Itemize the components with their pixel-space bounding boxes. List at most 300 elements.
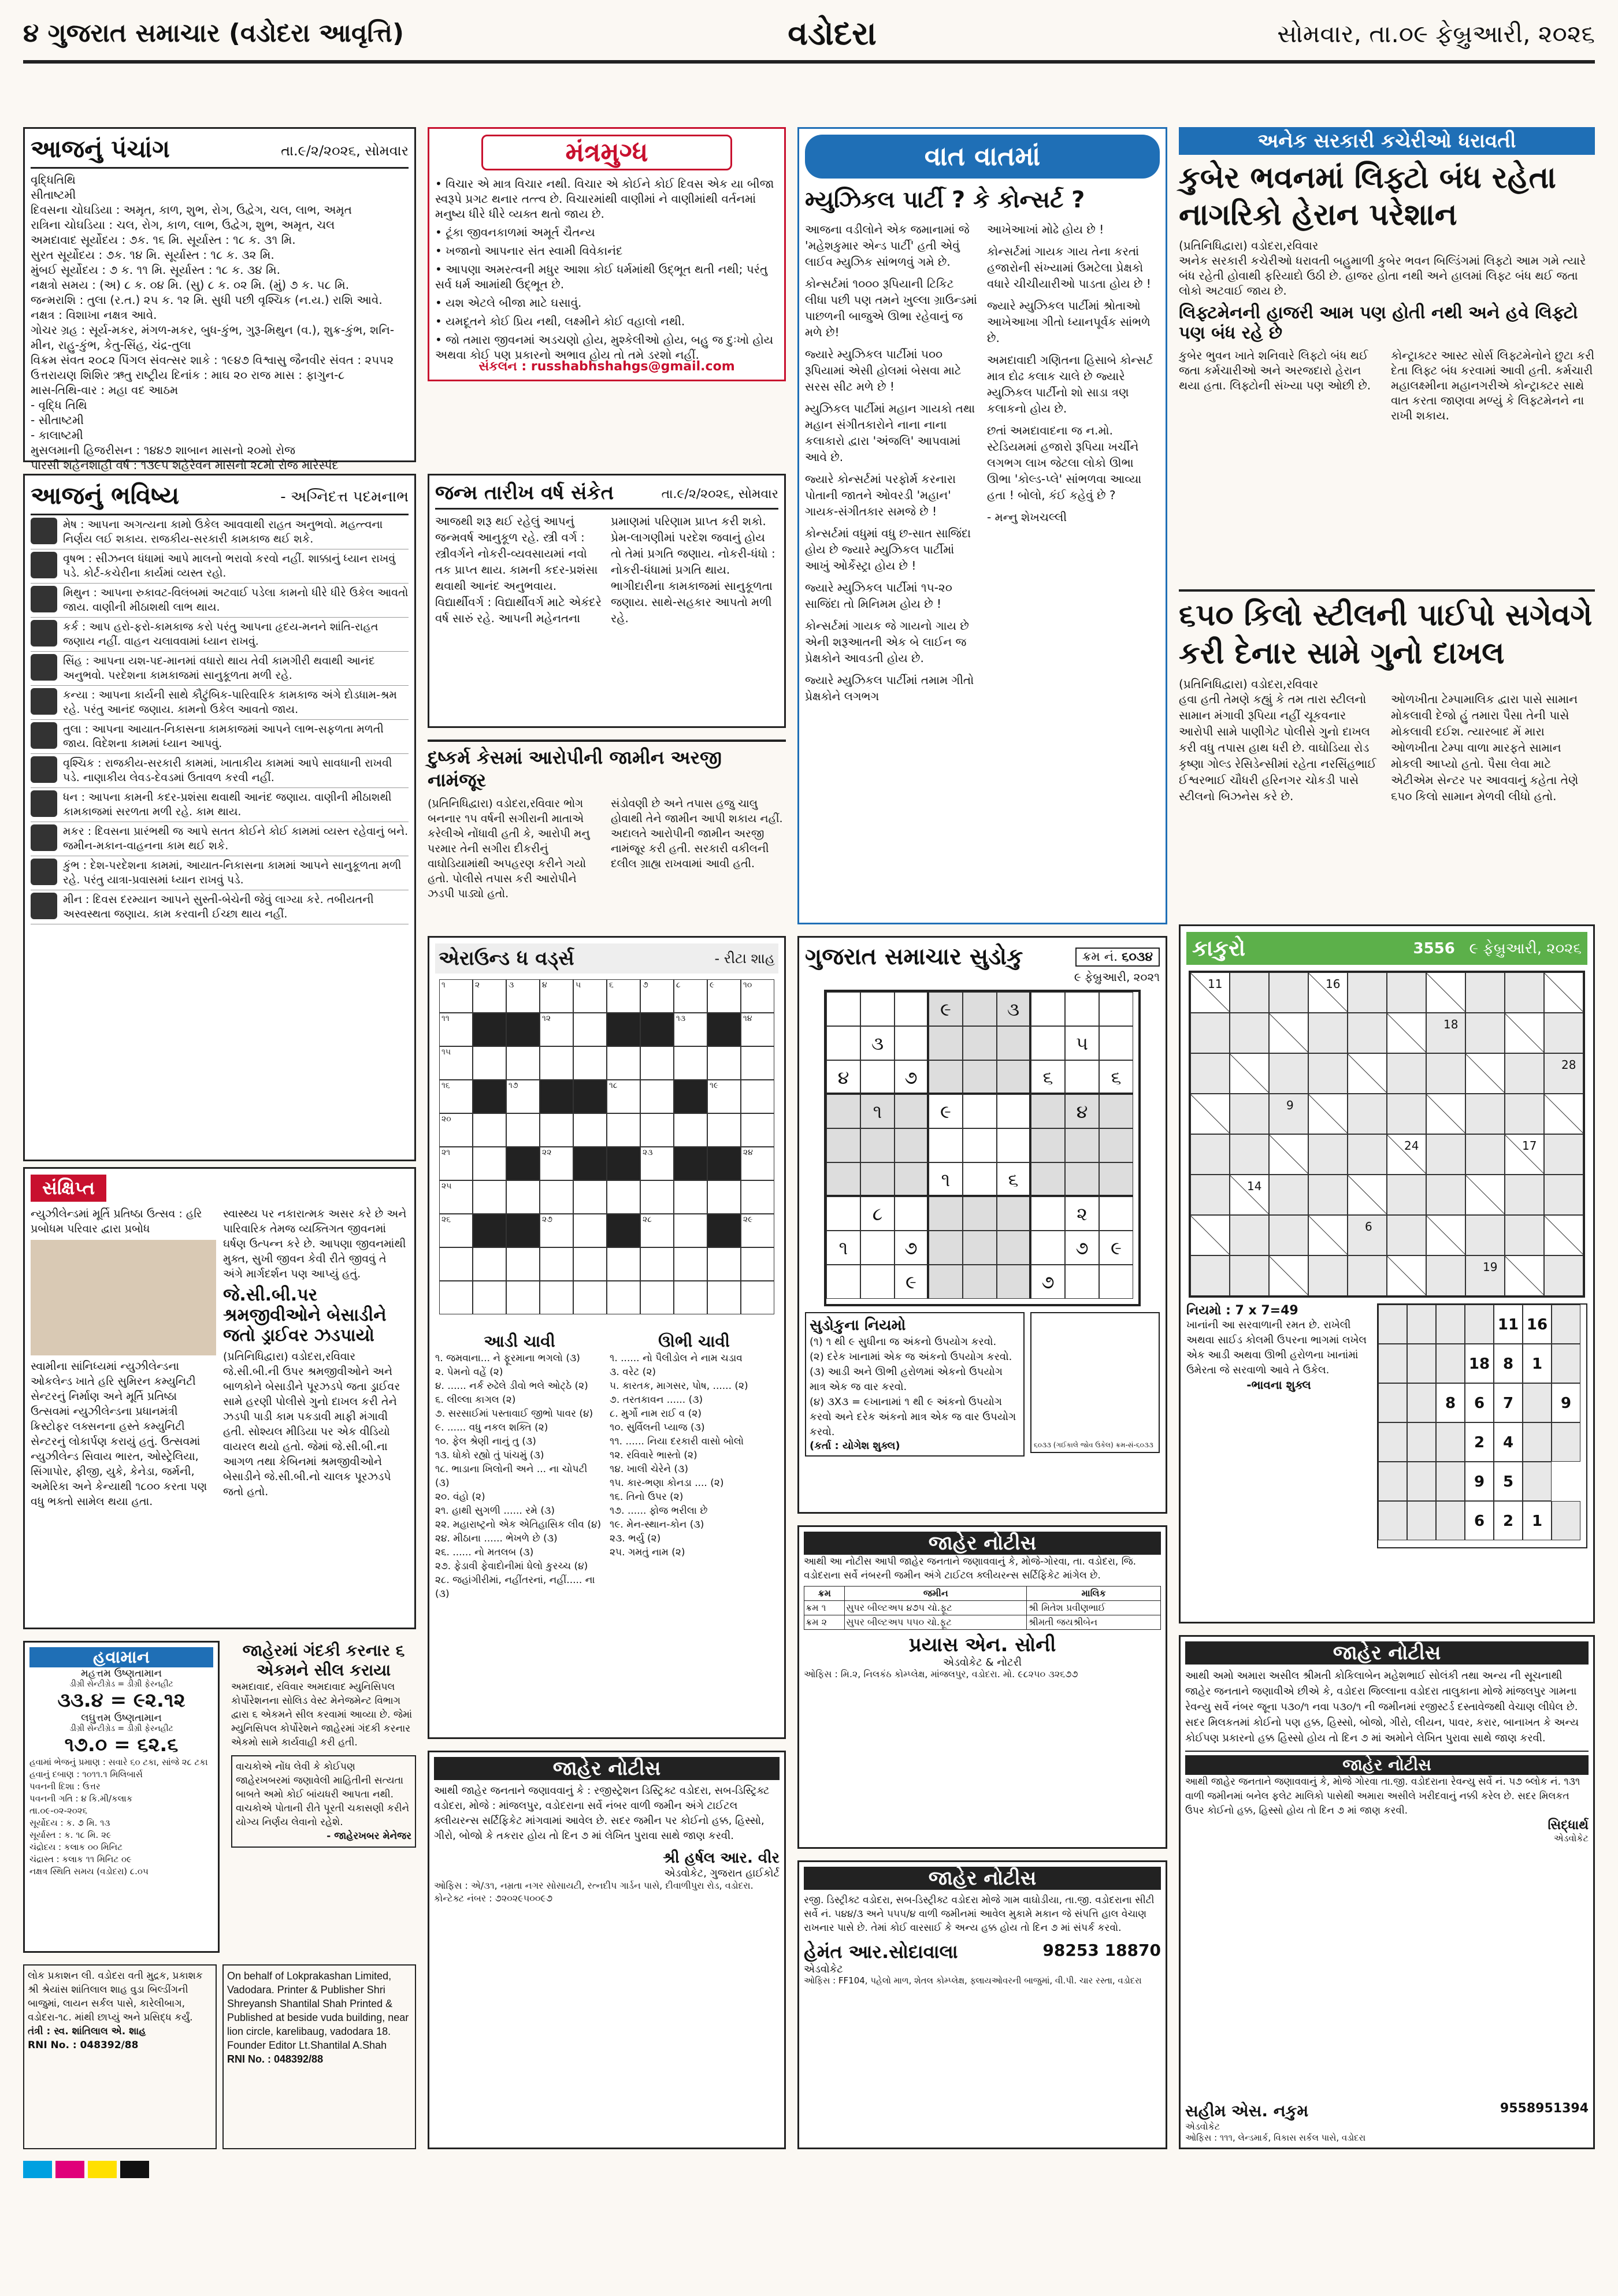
- kakuro-cell: [1465, 1175, 1505, 1215]
- sudoku-cell: [826, 1026, 860, 1060]
- sudoku-cell: [1031, 1162, 1065, 1197]
- steel-col1: હવા હતી તેમણે કહ્યું કે તમ તારા સ્ટીલનો સામાન મંગાવી રૂપિયા નહીં ચૂકવનાર આરોપી સામે પાણીગેટ પોલીસે ગુનો દાખલ કરી વધુ તપાસ હાથ ધરી છે. વાઘોડિયા રોડ કૃષ્ણા ગોલ્ડ રેસિડેન્સીમાં રહેતા નરસિંહભાઈ ઈશ્વરભાઈ ચૌધરી હરિનગર ચોકડી પાસે સ્ટીલનો બિઝનેસ કરે છે.: [1179, 692, 1376, 803]
- sudoku-rule: (૪) ૩X૩ = ૯ખાનામાં ૧ થી ૯ અંકનો ઉપયોગ કરવો અને દરેક અંકનો માત્ર એક જ વાર ઉપયોગ કરવો.: [810, 1396, 1016, 1438]
- panchang-date: તા.૯/૨/૨૦૨૬, સોમવાર: [281, 143, 409, 159]
- kakuro-diagonal: [1269, 1013, 1309, 1053]
- kakuro-solution-cell: [1552, 1422, 1580, 1462]
- crossword-cell: [707, 1214, 741, 1247]
- around-words-box: [428, 936, 786, 1739]
- steel-col2: ઓળખીતા ટેમ્પામાલિક દ્વારા પાસે સામાન મોકલાવી દેજો હું તમારા પૈસા તેની પાસે મોકલાવી દઈશ. ત્યારબાદ મેં મારા ઓળખીતા ટેમ્પા વાળા મારફતે સામાન મોકલી આપ્યો હતો. પૈસા લેવા માટે એટીએમ સેન્ટર પર આવવાનું કહેતા તેણે ૬૫૦ કિલો સામાન મેળવી લીધો હતો.: [1391, 692, 1579, 803]
- crossword-cell: [741, 1214, 774, 1247]
- horoscope-text: મિથુન : આપના રુકાવટ-વિલંબમાં અટવાઈ પડેલા કામનો ધીરે ધીરે ઉકેલ આવતો જાય. વાણીની મીઠાશથી લાભ થાય.: [63, 586, 409, 614]
- panchang-line: મુંબઈ સૂર્યોદય : ૭ ક. ૧૧ મિ. સૂર્યાસ્ત : ૧૮ ક. ૩૪ મિ.: [31, 263, 280, 277]
- notice2-intro: આથી આ નોટીસ આપી જાહેર જનતાને જણાવવાનું કે, મોજે-ગોરવા, તા. વડોદરા, જિ. વડોદરાના સર્વે નંબરની જમીન અંગે ટાઈટલ ક્લીયરન્સ સર્ટિફિકેટ માંગેલ છે.: [804, 1556, 1137, 1581]
- aries-icon: [31, 518, 57, 544]
- kakuro-clue: 14: [1247, 1179, 1262, 1193]
- across-clue: ૬. લીલ્લા કાગલ (૨): [435, 1394, 516, 1406]
- kakuro-cell: [1426, 1134, 1465, 1175]
- horoscope-text: વૃષભ : સીઝનલ ધંધામાં આપે માલનો ભરાવો કરવો નહીં. શાક્કાનું ધ્યાન રાખવું પડે. કોર્ટ-કચેરીના કાર્યમાં વ્યસ્ત રહો.: [63, 552, 396, 579]
- kakuro-solution-cell: [1378, 1422, 1407, 1462]
- kakuro-solution: [1377, 1303, 1587, 1548]
- birthday-date: તા.૯/૨/૨૦૨૬, સોમવાર: [661, 487, 778, 501]
- kuber-body1: અનેક સરકારી કચેરીઓ ધરાવતી બહુમાળી કુબેર ભવન બિલ્ડિંગમાં લિફ્ટો આમ ગમે ત્યારે બંધ રહેતી હોવાથી ફરિયાદો ઉઠી છે. હાજર હોતા નથી અને હાલમાં લિફ્ટ બંધ થઈ જતા લોકો અટવાઈ જાય છે.: [1179, 254, 1586, 298]
- capricorn-icon: [31, 824, 57, 851]
- kakuro-cell: [1348, 972, 1387, 1013]
- crossword-number: ૧૮: [609, 1081, 618, 1090]
- kuber-subhead: લિફ્ટમેનની હાજરી આમ પણ હોતી નથી અને હવે લિફ્ટો પણ બંધ રહે છે: [1179, 303, 1578, 343]
- panchang-box: [23, 127, 416, 472]
- crossword-cell: [439, 1281, 473, 1314]
- crossword-cell: [640, 1180, 674, 1214]
- kakuro-cell: [1426, 1053, 1465, 1094]
- kakuro-clue: 9: [1286, 1098, 1294, 1112]
- sankshipt-box: [23, 1167, 416, 1629]
- panchang-line: સીતાષ્ટમી: [31, 188, 76, 202]
- weather-max-unit: ડીગ્રી સેન્ટીગ્રેડ = ડીગ્રી ફેરનહીટ: [69, 1680, 173, 1689]
- weather-line: ચંદ્રાસ્ત : કલાક ૧૧ મિનિટ ૦૯: [29, 1854, 132, 1864]
- kakuro-cell: [1387, 1215, 1426, 1255]
- sudoku-cell: [963, 1026, 997, 1060]
- birthday-col2: પ્રમાણમાં પરિણામ પ્રાપ્ત કરી શકો. પ્રેમ-લાગણીમાં પરદેશ જવાનું હોય તો તેમાં પ્રગતિ જણાય. નોકરી-ધંધો : નોકરી-ધંધામાં પ્રગતિ થાય. ભાગીદારીના કામકાજમાં સાનુકૂળતા જણાય. સાથે-સહકાર આપતો મળી રહે.: [611, 514, 775, 625]
- crossword-cell: [573, 1180, 607, 1214]
- kakuro-solution-cell: 2: [1465, 1422, 1494, 1462]
- weather-min-unit: ડીગ્રી સેન્ટીગ્રેડ = ડીગ્રી ફેરનહીટ: [69, 1724, 173, 1733]
- crossword-number: ૭: [643, 980, 648, 990]
- kakuro-diagonal: [1426, 1094, 1466, 1134]
- kakuro-cell: [1544, 1215, 1583, 1255]
- sudoku-cell: [860, 1128, 895, 1162]
- kakuro-cell: [1230, 1013, 1269, 1053]
- kakuro-solution-cell: 9: [1552, 1383, 1580, 1422]
- notice1-sign-role: એડવોકેટ, ગુજરાત હાઈકોર્ટ: [664, 1867, 780, 1879]
- sudoku-cell: [826, 1197, 860, 1231]
- sudoku-cell: ૯: [1099, 1231, 1133, 1265]
- notice5-body: આથી જાહેર જનતાને જણાવવાનું કે, મોજે ગોરવા તા.જી. વડોદરાના રેવન્યુ સર્વે નં. ૫૭ બ્લોક નં. ૧૩૧ વાળી જમીનમાં બનેલ ફલેટ માલિકો પાસેથી અમારા અસીલે ખરીદવાનું નક્કી કરેલ છે. સદર મિલકત ઉપર કોઈનો હક્ક, હિસ્સો હોય તો દિન ૭ માં જાણ કરવી.: [1185, 1776, 1580, 1816]
- crossword-cell: [674, 1080, 707, 1113]
- crossword-number: ૨૫: [441, 1182, 452, 1191]
- sudoku-cell: ૯: [929, 1094, 963, 1128]
- vaat-paragraph: જ્યારે કોન્સર્ટમાં પરફોર્મ કરનારા પોતાની જાતને ઓવરડી 'મહાન' ગાયક-સંગીતકાર સમજે છે !: [805, 472, 956, 518]
- horoscope-row: [31, 618, 409, 652]
- across-clue: ૨૪. મીઠાના ...... ભેખળે છે (૩): [435, 1533, 558, 1544]
- kakuro-solution-cell: 6: [1465, 1383, 1494, 1422]
- sudoku-cell: [963, 1265, 997, 1299]
- sudoku-rules: [810, 1335, 1020, 1440]
- sudoku-cell: [929, 1197, 963, 1231]
- sudoku-cell: [1031, 1231, 1065, 1265]
- taurus-icon: [31, 552, 57, 578]
- sudoku-cell: [1099, 1162, 1133, 1197]
- panchang-line: - કાલાષ્ટમી: [31, 428, 83, 442]
- notice5-sign-role: એડવોકેટ: [1553, 1833, 1589, 1844]
- crossword-cell: [506, 1013, 540, 1046]
- notice2-addr: ઓફિસ : મિ.૨, નિલકંઠ કોમ્પ્લેક્ષ, માંજલપુર, વડોદરા. મો. ૯૮૨૫૦ ૩૨૬૭૭: [804, 1669, 1078, 1680]
- kakuro-diagonal: [1190, 1094, 1230, 1134]
- kakuro-cell: [1269, 1255, 1308, 1296]
- notice2-table-header: ક્રમ: [804, 1587, 845, 1601]
- crossword-cell: [674, 979, 707, 1013]
- libra-icon: [31, 722, 57, 749]
- kakuro-cell: [1544, 1094, 1583, 1134]
- kakuro-cell: [1387, 1175, 1426, 1215]
- notice4-sign-name: સહીમ એસ. નકુમ: [1185, 2101, 1309, 2120]
- crossword-cell: [506, 1214, 540, 1247]
- sudoku-cell: [997, 1094, 1031, 1128]
- kakuro-cell: [1465, 1053, 1505, 1094]
- imprint-rni-en: RNI No. : 048392/88: [227, 2053, 324, 2065]
- crossword-number: ૨૨: [542, 1148, 552, 1157]
- crossword-number: ૪: [542, 980, 547, 990]
- kakuro-cell: [1465, 1094, 1505, 1134]
- crossword-cell: [674, 1281, 707, 1314]
- crossword-cell: [640, 1046, 674, 1080]
- print-color-bar: [23, 2161, 1595, 2184]
- crossword-cell: [674, 1247, 707, 1281]
- kakuro-date: ૯ ફેબ્રુઆરી, ૨૦૨૬: [1469, 940, 1582, 957]
- sudoku-cell: [1099, 1197, 1133, 1231]
- crossword-cell: [573, 1080, 607, 1113]
- kakuro-cell: [1426, 1255, 1465, 1296]
- sudoku-cell: ૯: [929, 992, 963, 1026]
- kakuro-diagonal: [1387, 1013, 1427, 1053]
- crossword-cell: [540, 1113, 573, 1147]
- kakuro-cell: [1544, 972, 1583, 1013]
- vaat-paragraph: આજના વડીલોને એક જમાનામાં જે 'મહેશકુમાર એન્ડ પાર્ટી' હતી એવું લાઈવ મ્યુઝિક સાંભળવું ગમે છે.: [805, 222, 970, 269]
- vaat-col2: [987, 221, 1160, 710]
- sudoku-cell: ૭: [1065, 1231, 1099, 1265]
- crossword-cell: [640, 979, 674, 1013]
- kakuro-clue: 17: [1522, 1139, 1537, 1153]
- kakuro-cell: [1426, 1215, 1465, 1255]
- kakuro-cell: [1544, 1013, 1583, 1053]
- around-author: - રીટા શાહ: [714, 950, 775, 967]
- crossword-cell: [473, 1113, 506, 1147]
- sudoku-rule: (૧) ૧ થી ૯ સુધીના જ અંકનો ઉપયોગ કરવો.: [810, 1336, 997, 1348]
- sudoku-cell: [895, 1197, 929, 1231]
- crossword-cell: [473, 1046, 506, 1080]
- crossword-cell: [674, 1214, 707, 1247]
- mantra-item: • ખજાનો આપનાર સંત સ્વામી વિવેકાનંદ: [435, 244, 623, 258]
- kakuro-rules-text: ખાનાંની આ સરવાળાની રમત છે. રાખેલી અથવા સાઈડ કોલમી ઉપરના ભાગમાં લખેલ એક આડી અથવા ઊભી હરોળના ખાનાંમાં ઉમેરતા જે સરવાળો આવે તે ઉકેલ.: [1186, 1319, 1367, 1376]
- kakuro-cell: [1505, 1094, 1544, 1134]
- crossword-number: ૧૩: [676, 1014, 686, 1023]
- crossword-number: ૧૧: [441, 1014, 450, 1023]
- panchang-line: નક્ષત્રો સમય : (અ) ૮ ક. ૦૪ મિ. (સુ) ૮ ક. ૦૨ મિ. (મું) ૭ ક. ૫૮ મિ.: [31, 278, 350, 292]
- kakuro-solution-cell: [1407, 1383, 1436, 1422]
- sudoku-cell: [963, 1197, 997, 1231]
- kakuro-cell: [1544, 1175, 1583, 1215]
- kakuro-cell: [1387, 1013, 1426, 1053]
- down-clue: ૧૧. ...... નિયા દરકારી વાસો બોલો: [610, 1436, 744, 1447]
- kakuro-diagonal: [1387, 1256, 1427, 1296]
- crossword-number: ૨૦: [441, 1114, 451, 1124]
- kakuro-solution-cell: 4: [1494, 1422, 1523, 1462]
- crossword-number: ૨૯: [743, 1215, 753, 1224]
- sudoku-cell: [895, 1026, 929, 1060]
- imprint: [23, 1964, 416, 2149]
- sudoku-cell: [929, 1026, 963, 1060]
- weather-max-label: મહત્તમ ઉષ્ણતામાન: [81, 1667, 162, 1680]
- crossword-cell: [439, 979, 473, 1013]
- horoscope-row: [31, 856, 409, 890]
- panchang-line: માસ-તિથિ-વાર : મહા વદ આઠમ: [31, 383, 179, 397]
- kakuro-clue: 19: [1483, 1260, 1498, 1274]
- mantra-item: • જો તમારા જીવનમાં અડચણો હોય, મુશ્કેલીઓ હોય, બહુ જ દુઃખો હોય અથવા કોઈ પણ પ્રકારનો અભાવ હોય તો તમે ડરશો નહીં.: [435, 333, 774, 362]
- vaat-paragraph: જ્યારે મ્યુઝિકલ પાર્ટીમાં ૫૦૦ રૂપિયામાં એસી હોલમાં બેસવા માટે સરસ સીટ મળે છે !: [805, 347, 962, 393]
- kakuro-solution-cell: [1378, 1383, 1407, 1422]
- crossword-cell: [674, 1013, 707, 1046]
- kakuro-cell: [1544, 1134, 1583, 1175]
- weather-min-f: ૬૨.૬: [137, 1733, 179, 1756]
- sudoku-grid: [824, 990, 1141, 1306]
- kakuro-cell: [1269, 1013, 1308, 1053]
- notice2-table-cell: શ્રી મિતેશ પ્રવીણભાઈ: [1027, 1601, 1161, 1615]
- kakuro-solution-cell: 7: [1494, 1383, 1523, 1422]
- crossword-cell: [607, 1214, 640, 1247]
- sudoku-cell: [826, 1162, 860, 1197]
- crossword-number: ૧૦: [743, 980, 752, 990]
- panchang-line: રાત્રિના ચોઘડિયા : ચલ, રોગ, કાળ, લાભ, ઉદ્વેગ, શુભ, અમૃત, ચલ: [31, 218, 335, 232]
- kakuro-solution-cell: 8: [1494, 1344, 1523, 1383]
- sudoku-cell: [997, 1231, 1031, 1265]
- kakuro-diagonal: [1348, 1054, 1387, 1094]
- kakuro-diagonal: [1308, 1216, 1348, 1255]
- down-clue: ૧૪. ખાલી ચેરેને (૩): [610, 1463, 688, 1475]
- sudoku-cell: [929, 1231, 963, 1265]
- sudoku-cell: [826, 992, 860, 1026]
- crossword-cell: [506, 1180, 540, 1214]
- sudoku-cell: [895, 1128, 929, 1162]
- crossword-cell: [439, 1247, 473, 1281]
- notice3-addr: ઓફિસ : FF104, પહેલો માળ, શેતલ કોમ્પ્લેક્ષ, ફ્લાયઓવરની બાજુમાં, વી.પી. ચાર રસ્તા, વડોદરા: [804, 1975, 1142, 1986]
- horoscope-row: [31, 686, 409, 720]
- notice1-body: આથી જાહેર જનતાને જણાવવાનું કે : રજીસ્ટ્રેશન ડિસ્ટ્રિક્ટ વડોદરા, સબ-ડિસ્ટ્રિક્ટ વડોદરા, મોજે : માંજલપુર, વડોદરાના સર્વે નંબર વાળી જમીન અંગે ટાઈટલ ક્લીયરન્સ સર્ટિફિકેટ માંગવામાં આવેલ છે. સદર જમીન પર કોઈનો હક્ક, હિસ્સો, ગીરો, બોજો કે તકરાર હોય તો દિન ૭ માં લેખિત પુરાવા સાથે જાણ કરવી.: [434, 1785, 770, 1842]
- kakuro-diagonal: [1269, 1135, 1309, 1175]
- crossword-number: ૮: [676, 980, 681, 990]
- notice4-body: આથી અમો અમારા અસીલ શ્રીમતી કોકિલાબેન મહેશભાઈ સોલંકી તથા અન્ય ની સૂચનાથી જાહેર જનતાને જણાવીએ છીએ કે, વડોદરા જિલ્લાના વડોદરા તાલુકાના મોજે માંજલપુર ગામના રેવન્યુ સર્વે નંબર જૂના ૫૩૦/૧ નવા ૫૩૦/૧ ની જમીનમાં રજીસ્ટર્ડ દસ્તાવેજથી વેચાણ લીધેલ છે. સદર મિલકતમાં કોઈનો પણ હક્ક, હિસ્સો, બોજો, ગીરો, લીયન, પાવર, કરાર, બાનાખત કે અન્ય કોઈપણ પ્રકારનો હક્ક હિસ્સો હોય તો દિન ૭ માં અમોને લેખિત પુરાવા સાથે જાણ કરવી.: [1185, 1670, 1579, 1744]
- kuber-article: [1179, 127, 1595, 422]
- crossword-number: ૨૭: [542, 1215, 552, 1224]
- panchang-line: જન્મરાશિ : તુલા (ર.ત.) ૨૫ ક. ૧૨ મિ. સુધી પછી વૃશ્ચિક (ન.ય.) રાશિ આવે.: [31, 293, 383, 307]
- notice2-table-header: જમીન: [845, 1587, 1027, 1601]
- kakuro-box: [1179, 924, 1595, 1623]
- crossword-cell: [607, 979, 640, 1013]
- horoscope-text: કુંભ : દેશ-પરદેશના કામમાં, આયાત-નિકાસના કામમાં આપને સાનુકૂળતા મળી રહે. પરંતુ યાત્રા-પ્રવાસમાં ધ્યાન રાખવું પડે.: [63, 859, 402, 886]
- crossword-number: ૧: [441, 980, 446, 990]
- weather-max-c: ૩૩.૪: [57, 1689, 103, 1712]
- vaat-box: [797, 127, 1167, 924]
- weather-line: સૂર્યાસ્ત : ક. ૧૮ મિ. ૨૯: [29, 1830, 112, 1840]
- kuber-dateline: (પ્રતિનિધિદ્વારા) વડોદરા,રવિવાર: [1179, 239, 1319, 252]
- panchang-line: મુસલમાની હિજરીસન : ૧૪૪૭ શાબાન માસનો ૨૦મો રોજ: [31, 443, 296, 457]
- leo-icon: [31, 654, 57, 681]
- kakuro-solution-cell: [1407, 1422, 1436, 1462]
- sudoku-cell: ૧: [826, 1231, 860, 1265]
- kakuro-cell: [1269, 1134, 1308, 1175]
- crossword-cell: [473, 1080, 506, 1113]
- crossword-cell: [506, 1113, 540, 1147]
- notice3-sign-name: હેમંત આર.સોદાવાલા: [804, 1941, 958, 1963]
- crossword-number: ૧૯: [710, 1081, 719, 1090]
- sudoku-cell: [1099, 1128, 1133, 1162]
- sudoku-cell: ૩: [860, 1026, 895, 1060]
- kakuro-solution-cell: [1436, 1462, 1465, 1501]
- sudoku-cell: ૩: [997, 992, 1031, 1026]
- kakuro-cell: [1505, 1215, 1544, 1255]
- crossword-cell: [607, 1113, 640, 1147]
- sudoku-cell: ૯: [895, 1265, 929, 1299]
- horoscope-row: [31, 720, 409, 754]
- kakuro-cell: [1190, 1013, 1230, 1053]
- weather-line: તા.૦૯-૦૨-૨૦૨૬: [29, 1805, 87, 1816]
- horoscope-text: તુલા : આપના આયાત-નિકાસના કામકાજમાં આપને લાભ-સફળતા મળતી જાય. વિદેશના કામમાં ધ્યાન આપવું.: [63, 723, 384, 750]
- sudoku-cell: ૨: [1065, 1197, 1099, 1231]
- crossword-cell: [540, 1080, 573, 1113]
- kakuro-diagonal: [1426, 1216, 1466, 1255]
- panchang-line: દિવસના ચોઘડિયા : અમૃત, કાળ, શુભ, રોગ, ઉદ્વેગ, ચલ, લાભ, અમૃત: [31, 203, 352, 217]
- sudoku-prev-solution: [1030, 1312, 1160, 1453]
- cancer-icon: [31, 620, 57, 647]
- crossword-cell: [607, 1046, 640, 1080]
- kakuro-solution-cell: [1523, 1422, 1552, 1462]
- vaat-paragraph: આખેઆખાં મોઢે હોય છે !: [987, 222, 1104, 236]
- sudoku-kno: ક્રમ નં.: [1082, 949, 1118, 964]
- sudoku-cell: ૧: [929, 1162, 963, 1197]
- kakuro-solution-cell: 1: [1523, 1501, 1552, 1540]
- sudoku-cell: [860, 1231, 895, 1265]
- sudoku-cell: [860, 1162, 895, 1197]
- down-title: ઊભી ચાવી: [658, 1332, 730, 1351]
- sudoku-cell: [860, 992, 895, 1026]
- crossword-cell: [707, 1247, 741, 1281]
- sagittarius-icon: [31, 790, 57, 817]
- horoscope-row: [31, 754, 409, 788]
- sudoku-cell: [1065, 1128, 1099, 1162]
- notice2-table-cell: ક્રમ ૨: [804, 1615, 845, 1630]
- weather-line: નક્ષત્ર સ્થિતિ સમય (વડોદરા) ૮.૦૫: [29, 1866, 149, 1877]
- dharna-headline: જાહેરમાં ગંદકી કરનાર ૬ એકમને સીલ કરાયા: [242, 1641, 405, 1680]
- horoscope-row: [31, 584, 409, 618]
- notice3-phone: 98253 18870: [1042, 1941, 1161, 1960]
- notice1-title: જાહેર નોટીસ: [434, 1757, 780, 1780]
- kakuro-rules-title: નિયમો : 7 x 7=49: [1186, 1303, 1298, 1318]
- birthday-box: [428, 474, 786, 728]
- crossword-cell: [607, 1247, 640, 1281]
- readers-note: [231, 1755, 416, 1848]
- crossword-cell: [741, 1046, 774, 1080]
- kakuro-solution-cell: [1465, 1305, 1494, 1344]
- horoscope-row: [31, 822, 409, 856]
- kakuro-clue: 24: [1404, 1139, 1419, 1153]
- crossword-number: ૧૭: [509, 1081, 518, 1090]
- down-clue: ૧૯. મેન-સ્થાન-કોન (૩): [610, 1519, 704, 1530]
- weather-lines: [29, 1756, 213, 1878]
- crossword-cell: [439, 1013, 473, 1046]
- crossword-number: ૧૪: [743, 1014, 752, 1023]
- crossword-grid: [439, 979, 774, 1326]
- notice2-table-cell: સુપર બીલ્ટઅપ ૫૫૦ ચો.ફૂટ: [845, 1615, 1027, 1630]
- kakuro-number: 3556: [1413, 940, 1455, 957]
- crossword-cell: [674, 1180, 707, 1214]
- crossword-cell: [640, 1080, 674, 1113]
- notice2-sign-role: એડવોકેટ & નોટરી: [942, 1656, 1022, 1669]
- kakuro-clue: 18: [1443, 1017, 1459, 1031]
- bhavishya-title: આજનું ભવિષ્ય: [31, 481, 180, 510]
- kakuro-cell: [1505, 1013, 1544, 1053]
- weather-title: હવામાન: [29, 1647, 213, 1667]
- panchang-line: - વૃદ્ધિ તિથિ: [31, 398, 87, 412]
- sudoku-cell: [895, 1094, 929, 1128]
- crossword-number: ૩: [509, 980, 514, 990]
- crossword-cell: [573, 1147, 607, 1180]
- notice2-title: જાહેર નોટીસ: [804, 1532, 1161, 1555]
- vaat-paragraph: જ્યારે મ્યુઝિકલ પાર્ટીમાં શ્રોતાઓ આખેઆખા ગીતો ધ્યાનપૂર્વક સાંભળે છે.: [987, 299, 1151, 345]
- kakuro-solution-cell: [1407, 1305, 1436, 1344]
- kakuro-cell: [1465, 1134, 1505, 1175]
- crossword-cell: [607, 1013, 640, 1046]
- kakuro-diagonal: [1505, 1013, 1545, 1053]
- kakuro-title: કાકુરો: [1192, 935, 1246, 961]
- panchang-line: વિક્રમ સંવત ૨૦૮૨ પિંગલ સંવત્સર શાકે : ૧૯૪૭ વિશ્વાસુ જૈનવીર સંવત : ૨૫૫૨: [31, 353, 394, 367]
- kakuro-diagonal: [1465, 1175, 1505, 1215]
- kakuro-solution-cell: 16: [1523, 1305, 1552, 1344]
- crossword-cell: [741, 1247, 774, 1281]
- notice1-box: [428, 1751, 786, 2149]
- crossword-cell: [473, 1281, 506, 1314]
- crossword-cell: [506, 1046, 540, 1080]
- kakuro-diagonal: [1426, 973, 1466, 1013]
- across-clues: [435, 1351, 604, 1601]
- weather-line: પવનની ગતિ : ૪ કિ.મી/કલાક: [29, 1793, 133, 1804]
- down-clue: ૧૨. રવિવારે ભાસ્તો (૨): [610, 1450, 697, 1461]
- kuber-body2: કુબેર ભુવન ખાતે શનિવારે લિફ્ટો બંધ થઈ જતા કર્મચારીઓ અને અરજદારો હેરાન થયા હતા. લિફ્ટોની સંખ્યા પણ ઓછી છે.: [1179, 348, 1371, 392]
- kakuro-solution-cell: [1378, 1462, 1407, 1501]
- crossword-cell: [540, 1013, 573, 1046]
- kakuro-solution-cell: 2: [1494, 1501, 1523, 1540]
- kakuro-cell: [1230, 1134, 1269, 1175]
- sudoku-cell: ૭: [895, 1060, 929, 1094]
- kakuro-clue: 6: [1365, 1220, 1372, 1234]
- kakuro-cell: [1426, 972, 1465, 1013]
- kakuro-solution-cell: [1552, 1344, 1580, 1383]
- kakuro-cell: [1230, 1215, 1269, 1255]
- masthead-date: સોમવાર, તા.૦૯ ફેબ્રુઆરી, ૨૦૨૬: [1277, 20, 1595, 48]
- kakuro-cell: [1190, 1175, 1230, 1215]
- bhavishya-box: [23, 474, 416, 1161]
- sudoku-cell: [963, 1231, 997, 1265]
- crossword-cell: [741, 1080, 774, 1113]
- across-clue: ૨. પેમનો વહેં (૨): [435, 1366, 503, 1378]
- vaat-paragraph: કોન્સર્ટમાં ગાયક ગાય તેના કરતાં હજારોની સંખ્યામાં ઉમટેલા પ્રેક્ષકો વધારે ચીચીયારીઓ પાડતા હોય છે !: [987, 244, 1151, 291]
- horoscope-row: [31, 549, 409, 584]
- crossword-cell: [540, 1247, 573, 1281]
- down-clue: ૩. વરેટ (૨): [610, 1366, 656, 1378]
- kakuro-solution-cell: [1436, 1305, 1465, 1344]
- horoscope-text: મકર : દિવસના પ્રારંભથી જ આપે સતત કોઈને કોઈ કામમાં વ્યસ્ત રહેવાનું બને. જમીન-મકાન-વાહનના કામ થઈ શકે.: [63, 825, 409, 852]
- sudoku-date: ૯ ફેબ્રુઆરી, ૨૦૨૧: [1074, 970, 1160, 984]
- sudoku-cell: ૪: [826, 1060, 860, 1094]
- birthday-title: જન્મ તારીખ વર્ષ સંકેત: [435, 481, 614, 504]
- down-clues: [610, 1351, 778, 1559]
- weather-max-f: ૯૨.૧૨: [133, 1689, 185, 1712]
- notice2-sign-name: પ્રયાસ એન. સોની: [908, 1633, 1056, 1656]
- crossword-cell: [473, 1214, 506, 1247]
- court-col2: સંડોવણી છે અને તપાસ હજુ ચાલુ હોવાથી તેને જામીન આપી શકાય નહીં. અદાલતે આરોપીની જામીન અરજી નામંજૂર કરી હતી. સરકારી વકીલની દલીલ ગ્રાહ્ય રાખવામાં આવી હતી.: [611, 797, 783, 870]
- down-clue: ૮. મુર્ગો નામ રાઈ વ (૨): [610, 1408, 702, 1420]
- horoscope-text: મેષ : આપના અગત્યના કામો ઉકેલ આવવાથી રાહત અનુભવો. મહત્ત્વના નિર્ણય લઈ શકાય. રાજકીય-સરકારી કામકાજ થઈ શકે.: [63, 518, 383, 545]
- across-clue: ૨૦. વંહો (૨): [435, 1491, 485, 1503]
- kakuro-diagonal: [1544, 1094, 1584, 1134]
